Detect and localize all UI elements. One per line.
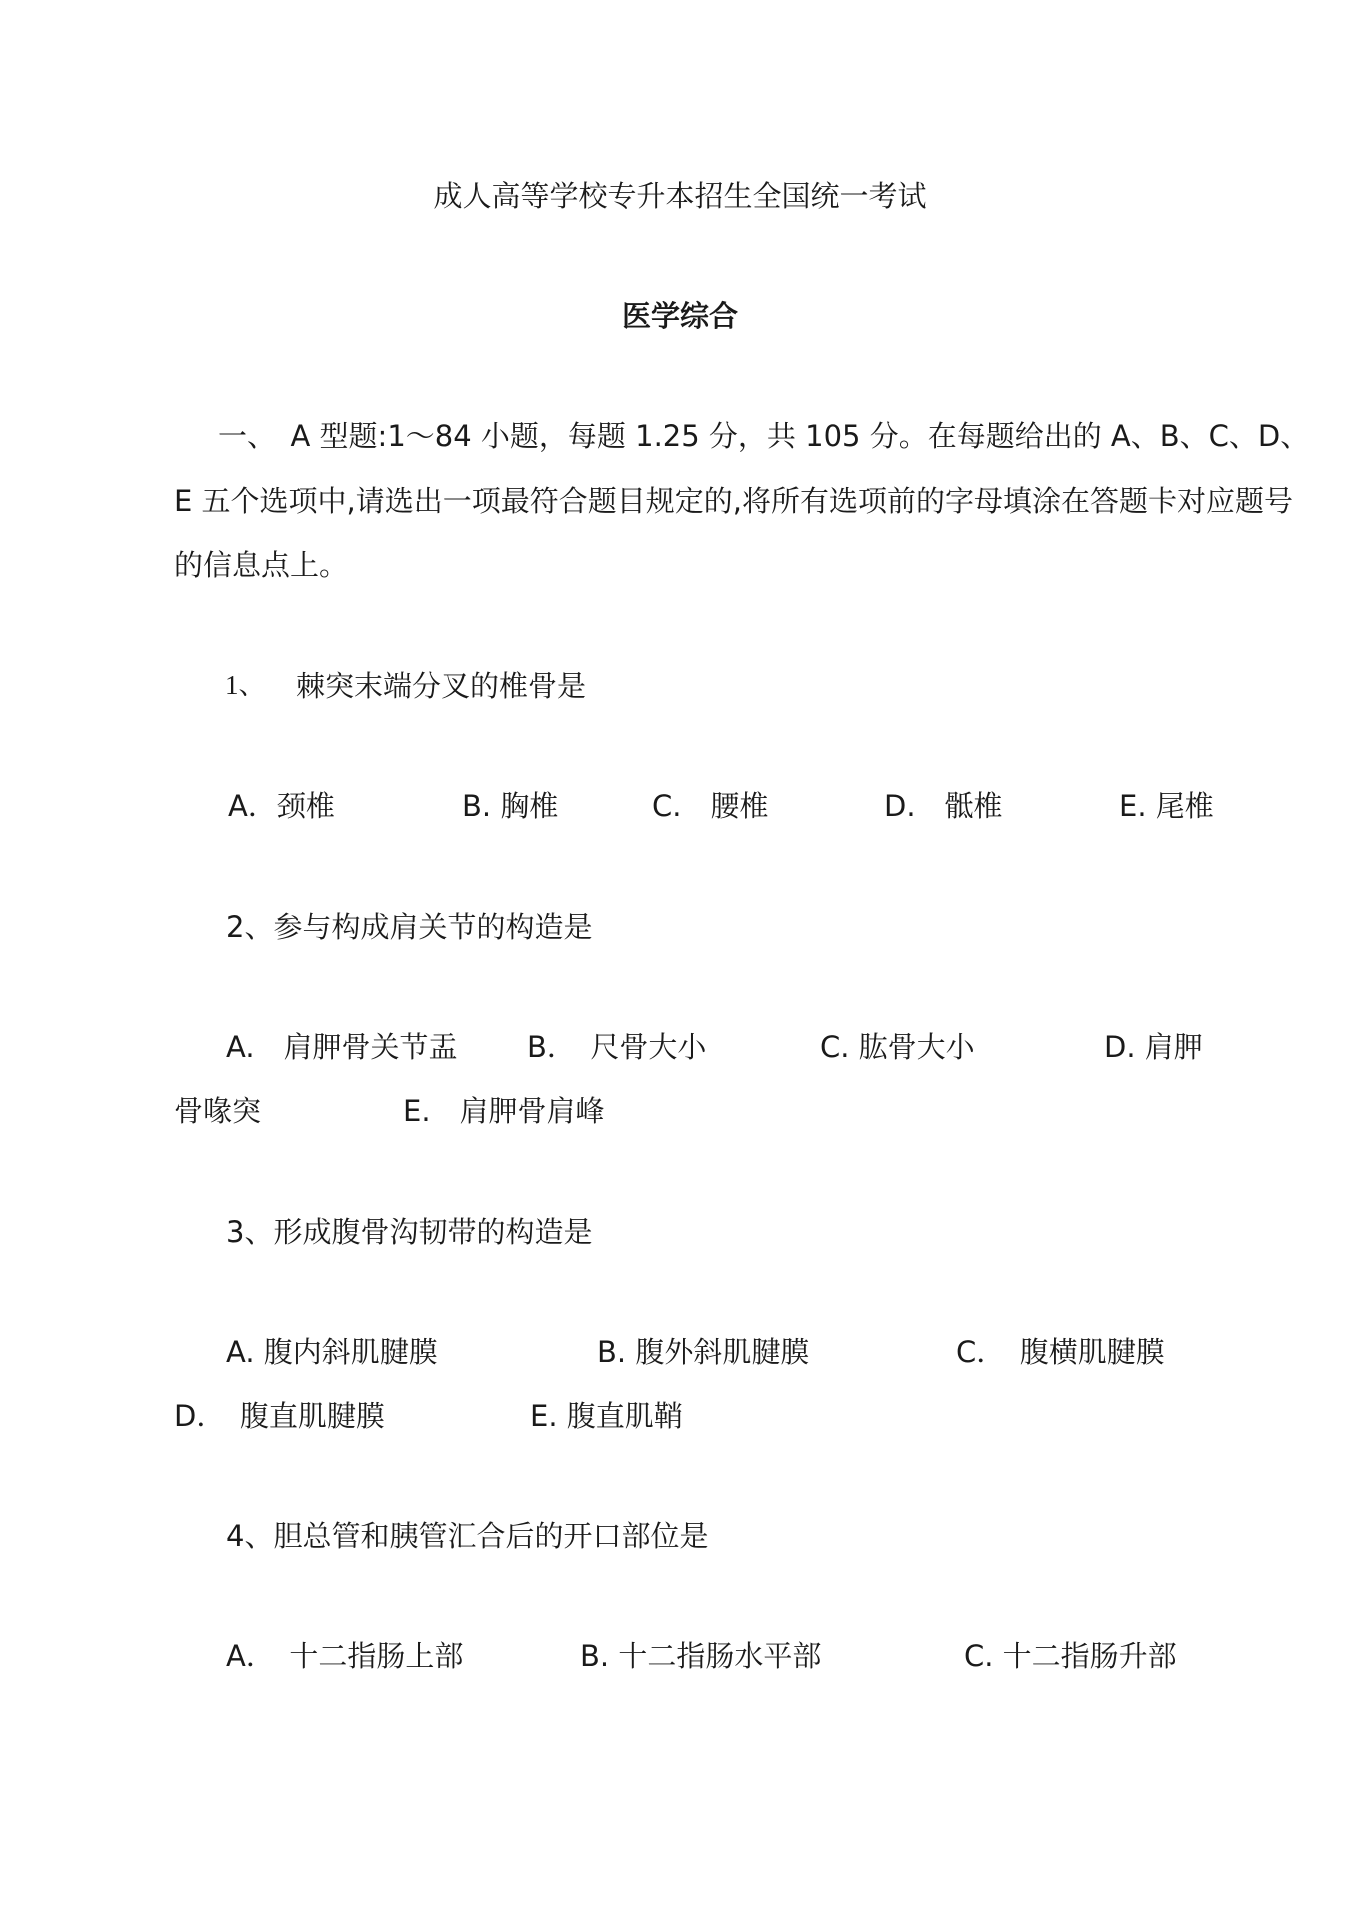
q2-option-d-continued: 骨喙突 xyxy=(174,1094,262,1128)
q1-option-b: B. 胸椎 xyxy=(462,789,559,823)
question-3-stem: 3、形成腹骨沟韧带的构造是 xyxy=(226,1215,593,1249)
question-1-stem: 棘突末端分叉的椎骨是 xyxy=(296,669,587,703)
question-1-number: 1、 xyxy=(225,670,266,700)
q1-option-a: A．颈椎 xyxy=(228,789,335,823)
q4-option-b: B. 十二指肠水平部 xyxy=(580,1639,822,1673)
q3-option-c: C． 腹横肌腱膜 xyxy=(956,1335,1165,1369)
q2-option-b: B． 尺骨大小 xyxy=(527,1030,707,1064)
question-2-stem: 2、参与构成肩关节的构造是 xyxy=(226,910,593,944)
section-intro-line-3: 的信息点上。 xyxy=(174,548,349,582)
exam-title: 成人高等学校专升本招生全国统一考试 xyxy=(433,179,927,213)
q1-option-d: D. 骶椎 xyxy=(884,789,1003,823)
section-intro-line-2: E 五个选项中,请选出一项最符合题目规定的,将所有选项前的字母填涂在答题卡对应题号 xyxy=(174,484,1293,518)
section-intro-line-1: 一、 A 型题:1～84 小题，每题 1.25 分，共 105 分。在每题给出的 A、B、C、D、 xyxy=(218,419,1310,453)
q4-option-c: C. 十二指肠升部 xyxy=(964,1639,1177,1673)
q2-option-c: C. 肱骨大小 xyxy=(820,1030,975,1064)
q3-option-d: D． 腹直肌腱膜 xyxy=(174,1399,385,1433)
q3-option-e: E. 腹直肌鞘 xyxy=(530,1399,683,1433)
q2-option-a: A. 肩胛骨关节盂 xyxy=(226,1030,458,1064)
q2-option-e: E. 肩胛骨肩峰 xyxy=(403,1094,605,1128)
subject-heading: 医学综合 xyxy=(621,299,738,333)
q4-option-a: A． 十二指肠上部 xyxy=(226,1639,464,1673)
q1-option-c: C. 腰椎 xyxy=(652,789,769,823)
q3-option-a: A. 腹内斜肌腱膜 xyxy=(226,1335,438,1369)
q3-option-b: B. 腹外斜肌腱膜 xyxy=(597,1335,810,1369)
q1-option-e: E. 尾椎 xyxy=(1119,789,1214,823)
q2-option-d: D. 肩胛 xyxy=(1104,1030,1203,1064)
question-4-stem: 4、胆总管和胰管汇合后的开口部位是 xyxy=(226,1519,709,1553)
